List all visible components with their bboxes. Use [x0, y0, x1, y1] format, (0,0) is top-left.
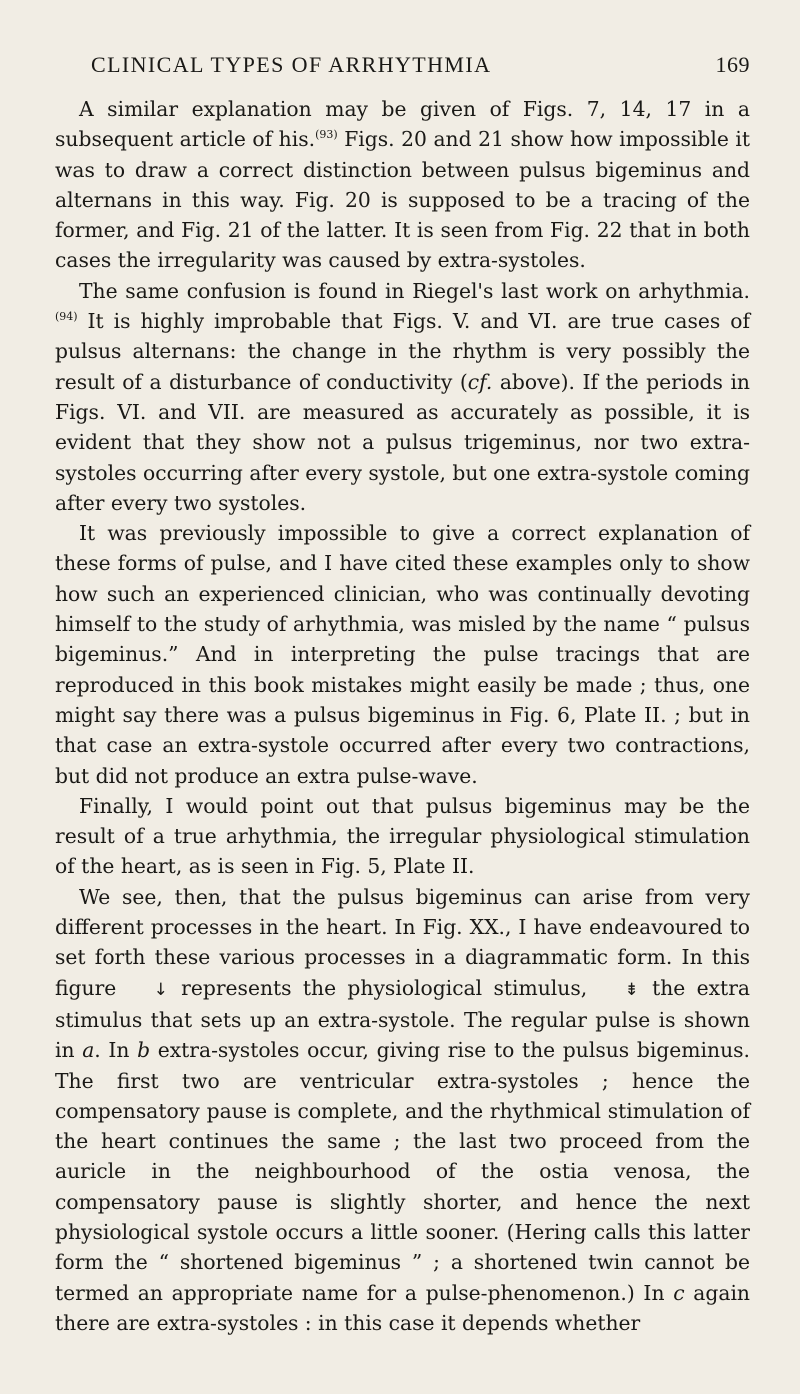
paragraph-5-text-e: extra-systoles occur, giving rise to the pulsus bigeminus. The first two are ventricular extra-systoles ; hence the compensatory pause is complete, and the rhythmical stimulation of the heart continues the same ; the last two proceed from the auricle in the neighbourhood of the ostia venosa, the compensatory pause is slightly shorter, and hence the next physiological systole occurs a little sooner. (Hering calls this latter form the “ shortened bigeminus ” ; a shortened twin cannot be termed an appropriate name for a pulse-phenomenon.) In [55, 1038, 750, 1305]
paragraph-2 [55, 276, 750, 518]
cf-abbreviation: cf. [467, 369, 493, 394]
running-header [55, 52, 750, 94]
paragraph-5-text-d: . In [94, 1038, 138, 1063]
down-arrow-icon: ↓ [153, 979, 168, 1000]
paragraph-3-text: It was previously impossible to give a correct explanation of these forms of pulse, and I have cited these examples only to show how such an experienced clinician, who was continually devoting himself to the study of arhythmia, was misled by the name “ pulsus bigeminus.” And in interpreting the pulse tracings that are reproduced in this book mistakes might easily be made ; thus, one might say there was a pulsus bigeminus in Fig. 6, Plate II. ; but in that case an extra-systole occurred after every two contractions, but did not produce an extra pulse-wave. [55, 521, 750, 788]
paragraph-5-text-b: represents the physiological stimulus, [169, 975, 599, 1000]
figure-letter-c: c [673, 1280, 685, 1305]
paragraph-5-text-a: We see, then, that the pulsus bigeminus can arise from very different processes in the heart. In Fig. XX., I have endeavoured to set forth these various processes in a diagrammatic form. In this figure [55, 884, 750, 1000]
running-header-title: CLINICAL TYPES OF ARRHYTHMIA [91, 52, 492, 77]
paragraph-2-text-a: The same confusion is found in Riegel's last work on arhythmia. [79, 278, 750, 303]
double-bar-down-arrow-icon: ⇟ [624, 979, 639, 1000]
paragraph-5 [55, 882, 750, 1338]
reference-94: (94) [55, 310, 78, 324]
paragraph-4-text: Finally, I would point out that pulsus bigeminus may be the result of a true arhythmia, the irregular physiological stimulation of the heart, as is seen in Fig. 5, Plate II. [55, 793, 750, 879]
reference-93: (93) [315, 128, 338, 142]
paragraph-2-text-c: above). If the periods in Figs. VI. and VII. are measured as accurately as possible, it is evident that they show not a pulsus trigeminus, nor two extra-systoles occurring after every systole, but one extra-systole coming after every two systoles. [55, 369, 750, 515]
paragraph-4 [55, 791, 750, 882]
paragraph-1-text-a: A similar explanation may be given of Figs. 7, 14, 17 in a subsequent article of his. [55, 97, 750, 152]
figure-letter-a: a [82, 1038, 95, 1063]
paragraph-2-text-b: It is highly improbable that Figs. V. and VI. are true cases of pulsus alternans: the change in the rhythm is very possibly the result of a disturbance of conductivity ( [55, 309, 750, 394]
paragraph-3 [55, 518, 750, 791]
book-page [55, 52, 750, 1338]
paragraph-5-text-c: the extra stimulus that sets up an extra-systole. The regular pulse is shown in [55, 975, 750, 1063]
paragraph-1 [55, 94, 750, 276]
figure-letter-b: b [137, 1038, 151, 1063]
paragraph-5-text-f: again there are extra-systoles : in this case it depends whether [55, 1280, 750, 1335]
paragraph-1-text-b: Figs. 20 and 21 show how impossible it was to draw a correct distinction between pulsus bigeminus and alternans in this way. Fig. 20 is supposed to be a tracing of the former, and Fig. 21 of the latter. It is seen from Fig. 22 that in both cases the irregularity was caused by extra-systoles. [55, 127, 751, 273]
page-number: 169 [715, 52, 750, 77]
